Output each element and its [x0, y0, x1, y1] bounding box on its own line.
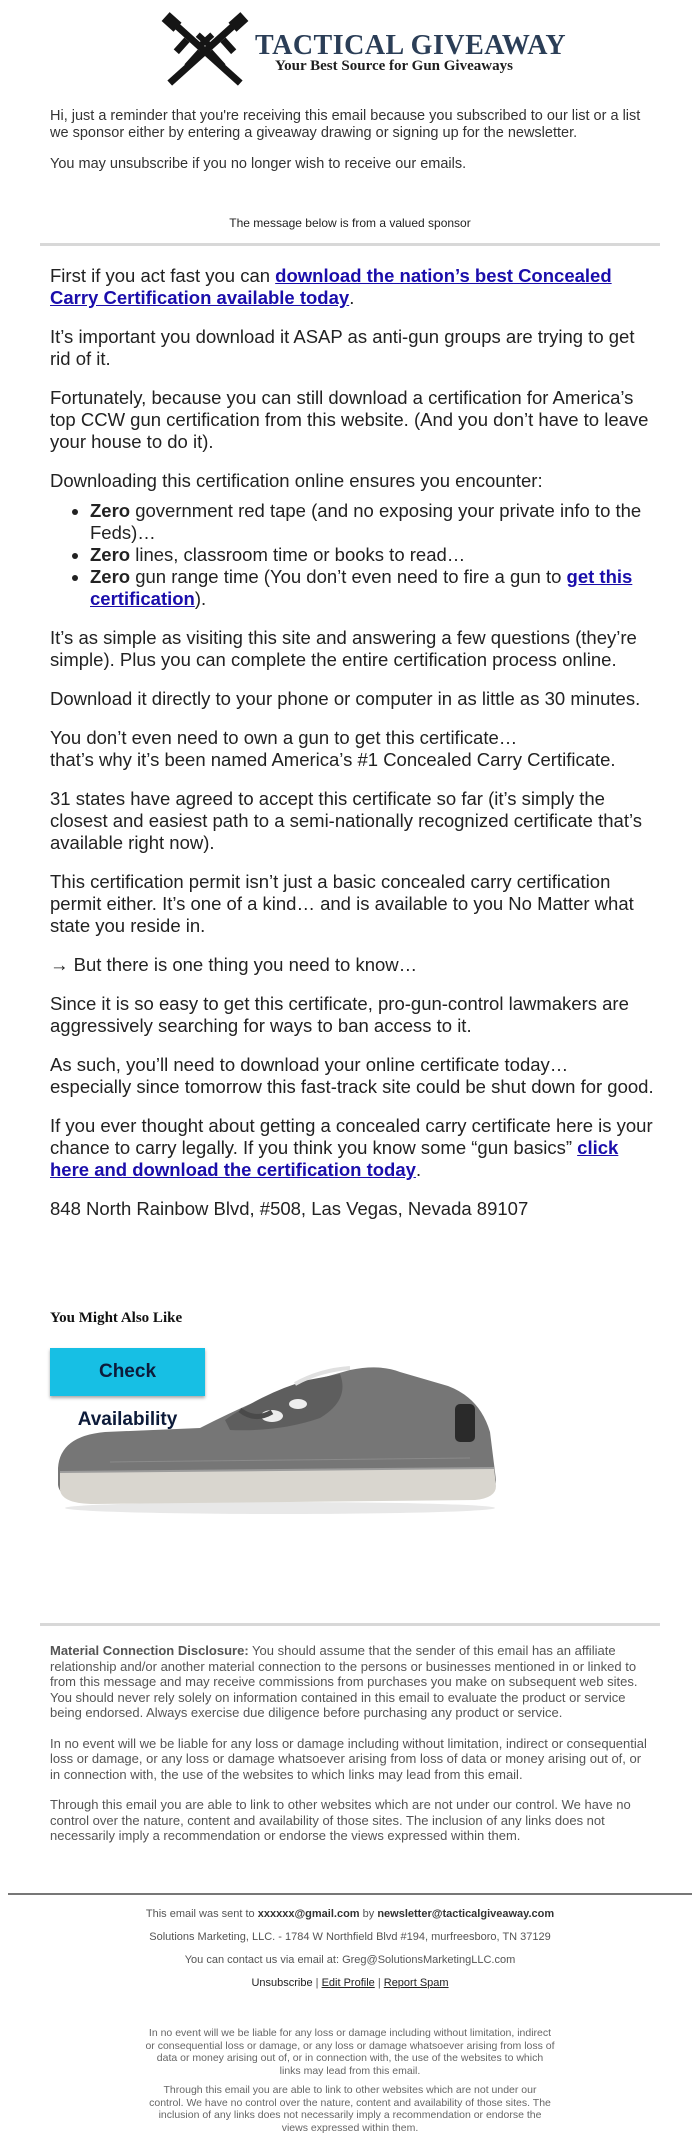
list-item: • Zero gun range time (You don’t even need to fire a gun to get this certification).	[90, 566, 655, 610]
liability-notice: In no event will we be liable for any loss or damage including without limitation, indirect or consequential loss or damage, or any loss or damage whatsoever arising from loss of data or money arising out of, or in connection with, the use of the websites to which links may lead from this email.	[50, 1735, 647, 1782]
sender-email: newsletter@tacticalgiveaway.com	[377, 1908, 555, 1920]
divider	[40, 1623, 660, 1626]
paragraph: First if you act fast you can download the nation’s best Concealed Carry Certification available today.	[50, 265, 612, 308]
paragraph: This certification permit isn’t just a basic concealed carry certification permit either. It’s one of a kind… and is available to you No Matter what state you reside in.	[50, 871, 634, 936]
crossed-rifles-icon	[150, 8, 260, 96]
email-header	[0, 0, 700, 100]
recipient-email: xxxxxx@gmail.com	[257, 1908, 360, 1920]
paragraph: → But there is one thing you need to know…	[50, 954, 418, 975]
paragraph: 31 states have agreed to accept this certificate so far (it’s simply the closest and easiest path to a semi-nationally recognized certificate that’s available right now).	[50, 788, 642, 853]
paragraph: Since it is so easy to get this certificate, pro-gun-control lawmakers are aggressively searching for ways to ban access to it.	[50, 993, 629, 1036]
paragraph: It’s important you download it ASAP as anti-gun groups are trying to get rid of it.	[50, 326, 635, 369]
download-certification-link[interactable]: download the nation’s best Concealed Carry Certification available today	[50, 265, 612, 308]
brand-tagline: Your Best Source for Gun Giveaways	[275, 58, 513, 74]
paragraph: Downloading this certification online ensures you encounter:	[50, 470, 543, 491]
footer-liability-notice: In no event will we be liable for any loss or damage including without limitation, indirect or consequential loss or damage, or any loss or damage whatsoever arising from loss of data or money arising out of, or in connection with, the use of the websites to which links may lead from this email.	[145, 2027, 555, 2077]
footer-links: Unsubscribe | Edit Profile | Report Spam	[251, 1977, 449, 1989]
get-certification-link[interactable]: get this certification	[90, 566, 633, 609]
message-body	[50, 265, 655, 1237]
intro-section	[50, 108, 650, 187]
footer-links-notice: Through this email you are able to link to other websites which are not under our control. We have no control over the nature, content and availability of those sites. The inclusion of any links does not necessarily imply a recommendation or endorse the views expressed within them.	[149, 2084, 551, 2134]
unsubscribe-note: You may unsubscribe if you no longer wish to receive our emails.	[50, 156, 467, 172]
sponsor-note: The message below is from a valued sponsor	[229, 216, 471, 230]
check-availability-button[interactable]: Check Availability	[50, 1348, 205, 1396]
company-address: Solutions Marketing, LLC. - 1784 W Northfield Blvd #194, murfreesboro, TN 37129	[149, 1931, 551, 1943]
edit-profile-link[interactable]: Edit Profile	[321, 1977, 375, 1989]
disclosure-section	[50, 1643, 650, 1859]
subscription-reminder: Hi, just a reminder that you're receiving this email because you subscribed to our list or a list we sponsor either by entering a giveaway drawing or signing up for the newsletter.	[50, 108, 641, 141]
divider	[40, 243, 660, 246]
mailing-address: 848 North Rainbow Blvd, #508, Las Vegas, Nevada 89107	[50, 1198, 529, 1219]
paragraph: If you ever thought about getting a concealed carry certificate here is your chance to carry legally. If you think you know some “gun basics” click here and download the certification today.	[50, 1115, 653, 1180]
paragraph: As such, you’ll need to download your online certificate today… especially since tomorrow this fast-track site could be shut down for good.	[50, 1054, 654, 1097]
list-item: • Zero lines, classroom time or books to read…	[90, 544, 655, 566]
footer-divider	[8, 1893, 692, 1895]
external-links-notice: Through this email you are able to link to other websites which are not under our control. We have no control over the nature, content and availability of those sites. The inclusion of any links does not necessarily imply a recommendation or endorse the views expressed within them.	[50, 1797, 631, 1843]
email-footer	[0, 1907, 700, 1999]
sent-to-line: This email was sent to xxxxxx@gmail.com by newsletter@tacticalgiveaway.com	[145, 1908, 555, 1920]
contact-line: You can contact us via email at: Greg@SolutionsMarketingLLC.com	[184, 1954, 516, 1966]
unsubscribe-link[interactable]: Unsubscribe	[251, 1977, 313, 1989]
material-connection-disclosure: Material Connection Disclosure: You should assume that the sender of this email has an affiliate relationship and/or another material connection to the persons or businesses mentioned in or linked to from this message and may receive commissions from purchases you make on subsequent web sites. You should never rely solely on information contained in this email to evaluate the product or service being endorsed. Always exercise due diligence before purchasing any product or service.	[50, 1643, 638, 1720]
download-certification-today-link[interactable]: click here and download the certification today	[50, 1137, 619, 1180]
brand-title: TACTICAL GIVEAWAY	[255, 30, 567, 61]
list-item: • Zero government red tape (and no exposing your private info to the Feds)…	[90, 500, 655, 544]
paragraph: It’s as simple as visiting this site and answering a few questions (they’re simple). Plus you can complete the entire certification process online.	[50, 627, 637, 670]
paragraph: You don’t even need to own a gun to get this certificate… that’s why it’s been named America’s #1 Concealed Carry Certificate.	[50, 727, 616, 770]
benefits-list	[50, 500, 655, 610]
paragraph: Download it directly to your phone or computer in as little as 30 minutes.	[50, 688, 641, 709]
report-spam-link[interactable]: Report Spam	[383, 1977, 449, 1989]
you-might-also-like-heading: You Might Also Like	[50, 1310, 183, 1326]
paragraph: Fortunately, because you can still download a certification for America’s top CCW gun certification from this website. (And you don’t have to leave your house to do it).	[50, 387, 649, 452]
